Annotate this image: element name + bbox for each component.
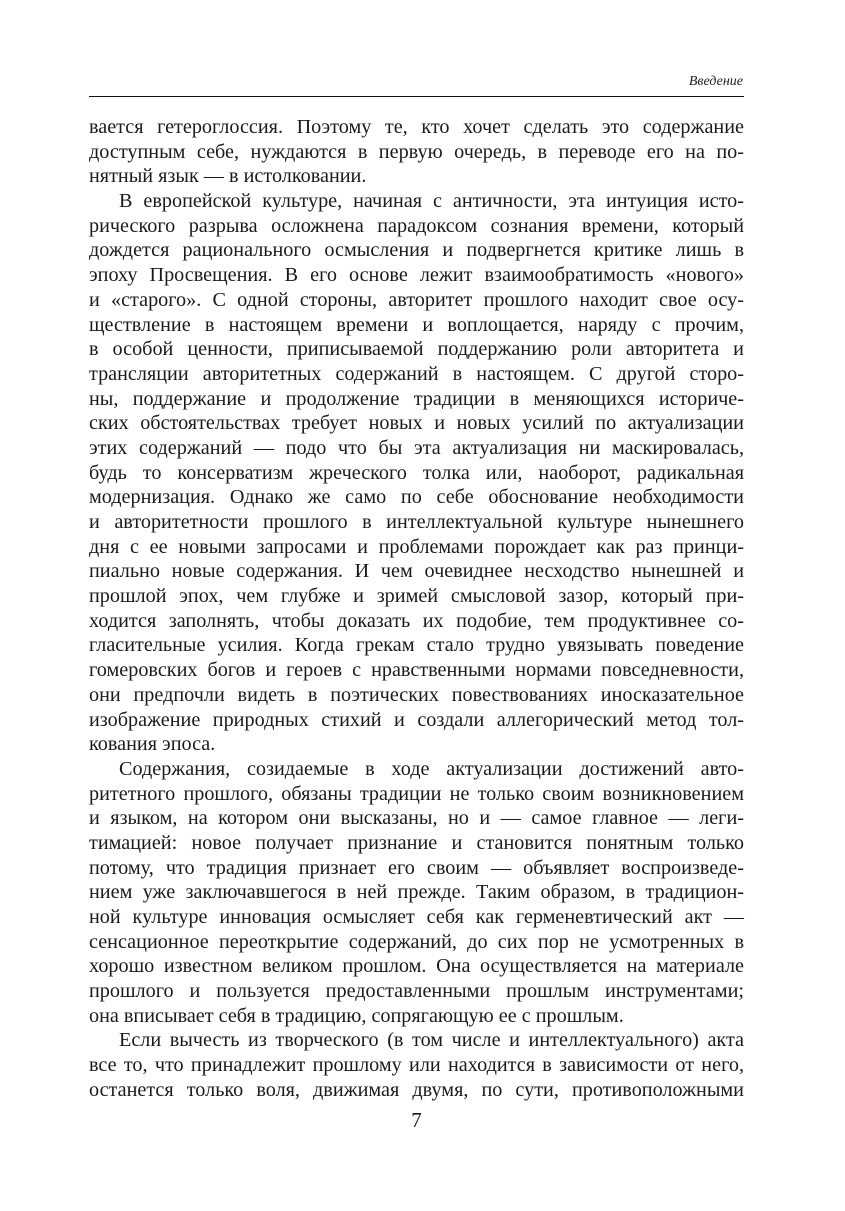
text-line: изображение природных стихий и создали аллегорический метод тол- <box>89 708 744 731</box>
body-text <box>89 115 744 1103</box>
text-line: Содержания, созидаемые в ходе актуализации достижений авто- <box>119 757 744 780</box>
text-line: модернизация. Однако же само по себе обоснование необходимости <box>89 486 744 509</box>
text-line: доступным себе, нуждаются в первую очередь, в переводе его на по- <box>89 140 744 163</box>
text-line: сенсационное переоткрытие содержаний, до сих пор не усмотренных в <box>89 930 744 953</box>
text-line: ритетного прошлого, обязаны традиции не только своим возникновением <box>89 782 744 805</box>
text-line: ной культуре инновация осмысляет себя как герменевтический акт — <box>89 906 744 928</box>
text-line: дождется рационального осмысления и подвергнется критике лишь в <box>89 239 744 262</box>
text-line: гомеровских богов и героев с нравственными нормами повседневности, <box>89 659 744 682</box>
header-divider <box>89 96 744 97</box>
text-line: ходится заполнять, чтобы доказать их подобие, тем продуктивнее со- <box>89 609 744 632</box>
text-line: будь то консерватизм жреческого толка или, наоборот, радикальная <box>89 461 744 484</box>
text-line: эпоху Просвещения. В его основе лежит взаимообратимость «нового» <box>89 264 744 287</box>
text-line: она вписывает себя в традицию, сопрягающую ее с прошлым. <box>89 1004 624 1027</box>
text-line: прошлого и пользуется предоставленными прошлым инструментами; <box>89 980 744 1003</box>
text-line: трансляции авторитетных содержаний в настоящем. С другой сторо- <box>89 362 744 385</box>
text-line: все то, что принадлежит прошлому или находится в зависимости от него, <box>89 1054 744 1077</box>
running-head-title: Введение <box>688 74 743 89</box>
text-line: тимацией: новое получает признание и становится понятным только <box>89 831 744 854</box>
text-line: в особой ценности, приписываемой поддержанию роли авторитета и <box>89 338 744 361</box>
text-line: и «старого». С одной стороны, авторитет прошлого находит свое осу- <box>89 288 744 311</box>
text-line: прошлой эпох, чем глубже и зримей смысловой зазор, который при- <box>89 585 744 608</box>
text-line: вается гетероглоссия. Поэтому те, кто хочет сделать это содержание <box>89 116 744 138</box>
text-line: останется только воля, движимая двумя, по сути, противоположными <box>89 1078 744 1101</box>
text-line: ских обстоятельствах требует новых и новых усилий по актуализации <box>89 412 744 435</box>
text-line: хорошо известном великом прошлом. Она осуществляется на материале <box>89 955 744 978</box>
text-line: гласительные усилия. Когда грекам стало трудно увязывать поведение <box>89 634 744 657</box>
text-line: они предпочли видеть в поэтических повествованиях иносказательное <box>89 683 744 706</box>
text-line: Если вычесть из творческого (в том числе и интеллектуального) акта <box>119 1029 744 1052</box>
text-line: нятный язык — в истолковании. <box>89 165 367 188</box>
text-line: рического разрыва осложнена парадоксом сознания времени, который <box>89 214 744 237</box>
text-line: потому, что традиция признает его своим — объявляет воспроизведе- <box>89 856 744 879</box>
text-line: и языком, на котором они высказаны, но и — самое главное — леги- <box>89 807 744 830</box>
text-line: нием уже заключавшегося в ней прежде. Таким образом, в традицион- <box>89 881 744 904</box>
text-line: этих содержаний — подо что бы эта актуализация ни маскировалась, <box>89 436 744 459</box>
text-line: пиально новые содержания. И чем очевиднее несходство нынешней и <box>89 560 744 583</box>
text-line: В европейской культуре, начиная с античности, эта интуиция исто- <box>119 190 744 213</box>
text-line: и авторитетности прошлого в интеллектуальной культуре нынешнего <box>89 511 744 533</box>
text-line: дня с ее новыми запросами и проблемами порождает как раз принци- <box>89 535 744 558</box>
page-number: 7 <box>411 1108 422 1132</box>
text-line: ществление в настоящем времени и воплощается, наряду с прочим, <box>89 313 744 336</box>
text-line: ны, поддержание и продолжение традиции в меняющихся историче- <box>89 387 744 410</box>
text-line: кования эпоса. <box>89 733 216 756</box>
